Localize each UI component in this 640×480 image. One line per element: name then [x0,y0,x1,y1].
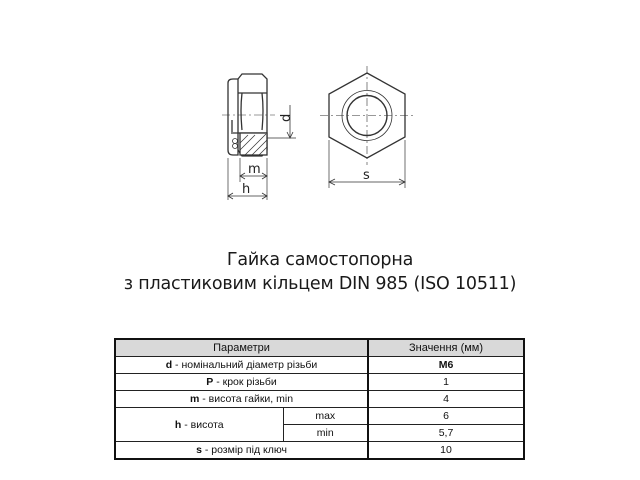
sub-param-cell: min [283,425,368,442]
product-title-line1: Гайка самостопорна [226,250,414,270]
table-row [115,408,524,425]
header-params: Параметри [115,339,368,357]
value-cell: 1 [368,374,524,391]
value-cell: M6 [368,357,524,374]
value-cell: 10 [368,442,524,460]
param-cell: h - висота [115,408,283,442]
value-cell: 4 [368,391,524,408]
table-row [115,391,524,408]
spec-table [114,338,525,460]
product-title-line2: з пластиковим кільцем DIN 985 (ISO 10511) [123,274,517,294]
dim-label-m: m [248,162,261,177]
header-values: Значення (мм) [368,339,524,357]
nut-side-view [222,74,296,200]
value-cell: 6 [368,408,524,425]
param-cell: d - номінальний діаметр різьби [115,357,368,374]
param-cell: m - висота гайки, min [115,391,368,408]
dim-label-d: d [279,113,294,122]
param-cell: P - крок різьби [115,374,368,391]
value-cell: 5,7 [368,425,524,442]
dim-label-s: s [363,168,370,183]
dim-label-h: h [242,182,251,197]
table-row [115,442,524,460]
table-header-row [115,339,524,357]
sub-param-cell: max [283,408,368,425]
param-cell: s - розмір під ключ [115,442,368,460]
table-row [115,357,524,374]
table-row [115,374,524,391]
